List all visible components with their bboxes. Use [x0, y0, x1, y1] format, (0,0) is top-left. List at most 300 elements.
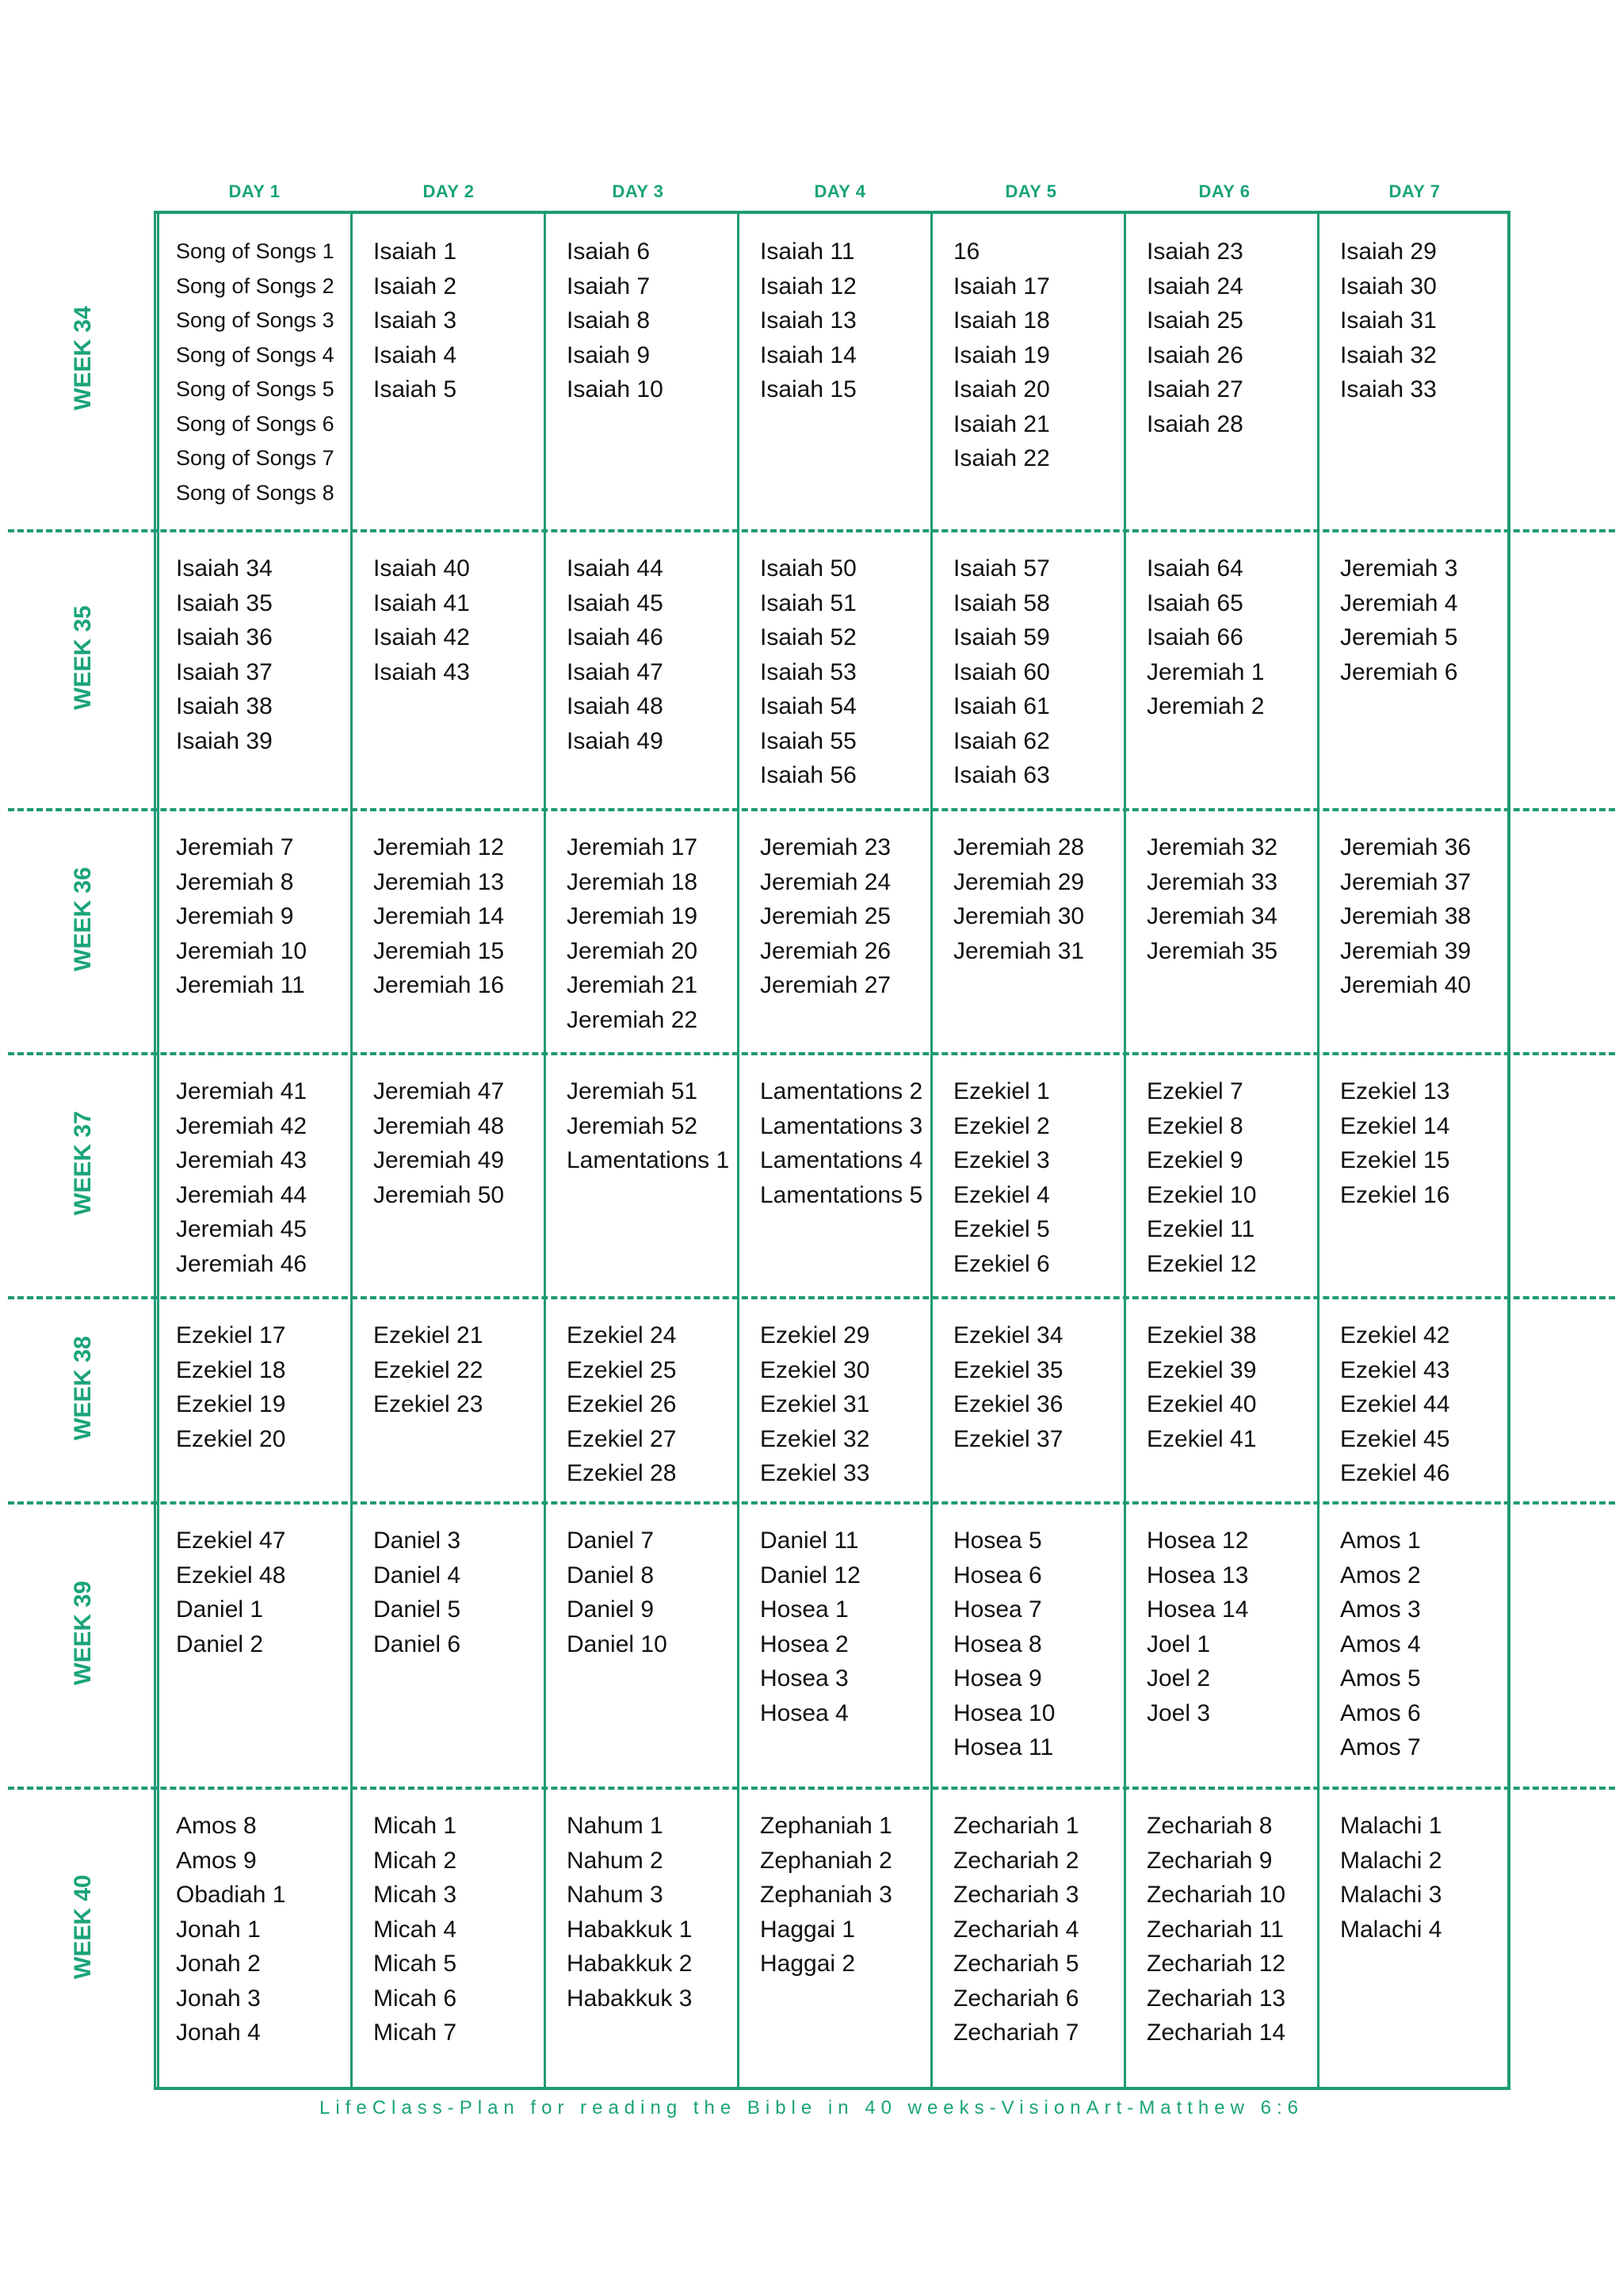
day-cell	[1340, 1318, 1507, 1491]
reading-entry: Isaiah 8	[567, 307, 651, 334]
reading-entry: Daniel 10	[567, 1630, 667, 1657]
reading-entry: Jeremiah 18	[567, 868, 698, 895]
reading-entry: Hosea 8	[953, 1630, 1042, 1657]
reading-entry: Daniel 6	[373, 1630, 461, 1657]
reading-entry: Ezekiel 27	[567, 1425, 677, 1452]
reading-entry: Isaiah 56	[760, 762, 857, 788]
reading-entry: Song of Songs 8	[176, 480, 334, 505]
reading-entry: Isaiah 26	[1147, 341, 1243, 368]
reading-entry: Zechariah 1	[953, 1813, 1079, 1839]
reading-entry: Malachi 3	[1340, 1882, 1442, 1908]
reading-entry: Jeremiah 49	[373, 1147, 505, 1173]
reading-entry: Isaiah 32	[1340, 341, 1437, 368]
reading-entry: Daniel 8	[567, 1562, 655, 1589]
reading-entry: Hosea 1	[760, 1596, 849, 1623]
reading-entry: Isaiah 59	[953, 624, 1050, 650]
reading-entry: Haggai 2	[760, 1951, 856, 1977]
reading-entry: Ezekiel 16	[1340, 1181, 1450, 1208]
reading-entry: Joel 3	[1147, 1699, 1211, 1726]
reading-entry: Isaiah 27	[1147, 376, 1243, 402]
reading-entry: Ezekiel 19	[176, 1391, 286, 1417]
reading-entry: Ezekiel 12	[1147, 1250, 1257, 1277]
day-cell	[953, 551, 1121, 793]
reading-entry: Jeremiah 15	[373, 937, 505, 964]
reading-entry: Jeremiah 11	[176, 972, 305, 998]
day-cell	[176, 551, 348, 758]
day-cell	[953, 1809, 1121, 2050]
column-divider	[1317, 211, 1319, 2090]
day-cell	[760, 1318, 928, 1491]
reading-entry: Jeremiah 7	[176, 834, 294, 860]
reading-entry: Isaiah 4	[373, 341, 457, 368]
reading-entry: Amos 2	[1340, 1562, 1421, 1589]
day-cell	[953, 1074, 1121, 1281]
reading-entry: Isaiah 12	[760, 273, 857, 299]
reading-entry: Isaiah 19	[953, 341, 1050, 368]
reading-entry: Jeremiah 38	[1340, 903, 1472, 929]
reading-entry: Jeremiah 14	[373, 903, 505, 929]
reading-entry: Isaiah 28	[1147, 410, 1243, 437]
day-cell	[1340, 235, 1507, 407]
reading-entry: Jeremiah 43	[176, 1147, 307, 1173]
reading-entry: Hosea 10	[953, 1699, 1056, 1726]
reading-entry: Malachi 1	[1340, 1813, 1442, 1839]
reading-entry: Ezekiel 29	[760, 1322, 870, 1348]
week-row-separator	[8, 1787, 1615, 1790]
reading-entry: Jeremiah 4	[1340, 589, 1458, 616]
day-cell	[1340, 551, 1507, 689]
reading-entry: Obadiah 1	[176, 1882, 286, 1908]
reading-entry: Ezekiel 18	[176, 1356, 286, 1383]
reading-entry: Jeremiah 12	[373, 834, 505, 860]
reading-entry: Zechariah 7	[953, 2019, 1079, 2046]
week-label: WEEK 37	[70, 1111, 96, 1215]
reading-entry: Hosea 13	[1147, 1562, 1249, 1589]
reading-entry: Ezekiel 47	[176, 1527, 286, 1554]
reading-entry: Isaiah 51	[760, 589, 857, 616]
reading-entry: Ezekiel 39	[1147, 1356, 1257, 1383]
week-row-separator	[8, 529, 1615, 532]
day-header: DAY 7	[1388, 181, 1441, 201]
day-header: DAY 2	[422, 181, 475, 201]
day-cell	[760, 1074, 928, 1212]
reading-entry: Isaiah 3	[373, 307, 457, 334]
reading-entry: Jeremiah 47	[373, 1078, 505, 1104]
reading-entry: Isaiah 6	[567, 238, 651, 265]
reading-entry: Zechariah 8	[1147, 1813, 1273, 1839]
reading-entry: Ezekiel 33	[760, 1460, 870, 1486]
reading-entry: Amos 7	[1340, 1734, 1421, 1760]
reading-entry: Jeremiah 31	[953, 937, 1085, 964]
reading-entry: Nahum 3	[567, 1882, 663, 1908]
day-header: DAY 5	[1005, 181, 1057, 201]
day-cell	[1147, 1809, 1315, 2050]
reading-entry: Isaiah 33	[1340, 376, 1437, 402]
day-cell	[567, 1524, 735, 1661]
reading-entry: Song of Songs 2	[176, 273, 334, 298]
column-divider	[544, 211, 546, 2090]
reading-entry: Isaiah 7	[567, 273, 651, 299]
reading-entry: Habakkuk 2	[567, 1951, 693, 1977]
reading-entry: Jeremiah 52	[567, 1112, 698, 1139]
reading-entry: Ezekiel 26	[567, 1391, 677, 1417]
reading-entry: Hosea 4	[760, 1699, 849, 1726]
reading-entry: Micah 1	[373, 1813, 457, 1839]
reading-entry: Daniel 12	[760, 1562, 861, 1589]
reading-entry: Jeremiah 20	[567, 937, 698, 964]
reading-entry: Ezekiel 17	[176, 1322, 286, 1348]
reading-entry: Ezekiel 40	[1147, 1391, 1257, 1417]
reading-entry: Isaiah 34	[176, 555, 273, 582]
reading-entry: Malachi 4	[1340, 1916, 1442, 1943]
reading-entry: Amos 6	[1340, 1699, 1421, 1726]
day-cell	[760, 1809, 928, 1981]
reading-entry: Jonah 3	[176, 1985, 261, 2012]
reading-entry: Jeremiah 21	[567, 972, 698, 998]
reading-entry: Jeremiah 41	[176, 1078, 307, 1104]
reading-entry: Jeremiah 9	[176, 903, 294, 929]
reading-entry: Amos 8	[176, 1813, 257, 1839]
day-cell	[1340, 1074, 1507, 1212]
reading-entry: Jonah 4	[176, 2019, 261, 2046]
week-row-separator	[8, 808, 1615, 811]
day-cell	[567, 235, 735, 407]
day-cell	[1147, 1524, 1315, 1730]
day-cell	[1147, 1318, 1315, 1456]
day-cell	[373, 1809, 541, 2050]
reading-entry: Song of Songs 3	[176, 308, 334, 332]
reading-entry: Haggai 1	[760, 1916, 856, 1943]
reading-entry: Ezekiel 3	[953, 1147, 1050, 1173]
day-header: DAY 4	[814, 181, 866, 201]
reading-entry: Jeremiah 37	[1340, 868, 1472, 895]
reading-entry: Jeremiah 23	[760, 834, 892, 860]
reading-entry: Jeremiah 3	[1340, 555, 1458, 582]
day-cell	[176, 1318, 348, 1456]
reading-entry: Daniel 3	[373, 1527, 461, 1554]
reading-entry: Ezekiel 36	[953, 1391, 1064, 1417]
reading-entry: Isaiah 30	[1340, 273, 1437, 299]
day-cell	[760, 235, 928, 407]
reading-entry: Amos 9	[176, 1847, 257, 1874]
reading-entry: Isaiah 14	[760, 341, 857, 368]
reading-entry: Micah 5	[373, 1951, 457, 1977]
reading-entry: Isaiah 15	[760, 376, 857, 402]
reading-entry: Isaiah 11	[760, 238, 855, 265]
day-cell	[373, 235, 541, 407]
reading-entry: Zechariah 6	[953, 1985, 1079, 2012]
reading-entry: Isaiah 44	[567, 555, 663, 582]
day-cell	[176, 235, 348, 510]
reading-entry: Zephaniah 3	[760, 1882, 892, 1908]
week-label: WEEK 35	[70, 605, 96, 710]
reading-entry: Habakkuk 1	[567, 1916, 693, 1943]
reading-entry: Ezekiel 11	[1147, 1216, 1255, 1242]
reading-entry: Zechariah 2	[953, 1847, 1079, 1874]
reading-entry: Jeremiah 30	[953, 903, 1085, 929]
reading-entry: Ezekiel 46	[1340, 1460, 1450, 1486]
reading-entry: Jeremiah 6	[1340, 658, 1458, 685]
reading-entry: Ezekiel 8	[1147, 1112, 1243, 1139]
reading-entry: Isaiah 45	[567, 589, 663, 616]
week-label: WEEK 34	[70, 306, 96, 410]
reading-entry: Song of Songs 1	[176, 239, 334, 263]
reading-entry: Ezekiel 13	[1340, 1078, 1450, 1104]
reading-entry: Isaiah 61	[953, 693, 1050, 719]
reading-entry: Daniel 9	[567, 1596, 655, 1623]
reading-entry: Isaiah 35	[176, 589, 273, 616]
reading-entry: Daniel 2	[176, 1630, 264, 1657]
reading-entry: Jeremiah 27	[760, 972, 892, 998]
day-cell	[176, 830, 348, 1003]
reading-entry: Isaiah 18	[953, 307, 1050, 334]
day-cell	[953, 830, 1121, 968]
reading-entry: Lamentations 5	[760, 1181, 923, 1208]
column-divider	[737, 211, 739, 2090]
day-cell	[953, 1524, 1121, 1765]
reading-entry: Isaiah 29	[1340, 238, 1437, 265]
reading-entry: Ezekiel 9	[1147, 1147, 1243, 1173]
column-divider	[350, 211, 353, 2090]
reading-entry: Ezekiel 7	[1147, 1078, 1243, 1104]
reading-entry: Jeremiah 8	[176, 868, 294, 895]
reading-entry: Isaiah 1	[373, 238, 457, 265]
day-cell	[760, 830, 928, 1003]
reading-entry: Ezekiel 5	[953, 1216, 1050, 1242]
day-header: DAY 1	[228, 181, 281, 201]
reading-entry: Isaiah 58	[953, 589, 1050, 616]
reading-entry: Ezekiel 43	[1340, 1356, 1450, 1383]
reading-entry: Ezekiel 2	[953, 1112, 1050, 1139]
reading-entry: Isaiah 49	[567, 727, 663, 754]
reading-entry: Hosea 11	[953, 1734, 1054, 1760]
reading-entry: Micah 3	[373, 1882, 457, 1908]
day-cell	[176, 1524, 348, 1661]
day-cell	[1147, 1074, 1315, 1281]
day-cell	[1147, 830, 1315, 968]
reading-entry: Jeremiah 51	[567, 1078, 698, 1104]
reading-entry: Ezekiel 41	[1147, 1425, 1257, 1452]
day-cell	[567, 1318, 735, 1491]
reading-entry: Song of Songs 4	[176, 342, 334, 367]
reading-entry: Isaiah 43	[373, 658, 470, 685]
reading-entry: Song of Songs 5	[176, 377, 334, 401]
reading-entry: Isaiah 2	[373, 273, 457, 299]
day-cell	[373, 1074, 541, 1212]
reading-entry: Jonah 1	[176, 1916, 261, 1943]
reading-entry: Isaiah 63	[953, 762, 1050, 788]
reading-entry: Zechariah 13	[1147, 1985, 1286, 2012]
reading-entry: Zechariah 5	[953, 1951, 1079, 1977]
reading-entry: Ezekiel 14	[1340, 1112, 1450, 1139]
reading-entry: Ezekiel 44	[1340, 1391, 1450, 1417]
reading-entry: Ezekiel 1	[953, 1078, 1050, 1104]
reading-entry: Ezekiel 21	[373, 1322, 483, 1348]
day-cell	[373, 830, 541, 1003]
reading-entry: Ezekiel 37	[953, 1425, 1064, 1452]
reading-entry: Lamentations 2	[760, 1078, 923, 1104]
reading-entry: Isaiah 40	[373, 555, 470, 582]
reading-entry: Jonah 2	[176, 1951, 261, 1977]
reading-entry: Jeremiah 24	[760, 868, 892, 895]
reading-entry: Ezekiel 31	[760, 1391, 870, 1417]
reading-entry: Ezekiel 6	[953, 1250, 1050, 1277]
day-header: DAY 6	[1198, 181, 1251, 201]
reading-entry: Isaiah 53	[760, 658, 857, 685]
reading-entry: Joel 2	[1147, 1665, 1211, 1691]
reading-entry: Hosea 7	[953, 1596, 1042, 1623]
reading-entry: Jeremiah 36	[1340, 834, 1472, 860]
reading-entry: Jeremiah 28	[953, 834, 1085, 860]
reading-entry: Ezekiel 48	[176, 1562, 286, 1589]
week-label: WEEK 38	[70, 1335, 96, 1440]
reading-entry: Jeremiah 25	[760, 903, 892, 929]
reading-entry: Isaiah 20	[953, 376, 1050, 402]
reading-entry: Jeremiah 1	[1147, 658, 1265, 685]
reading-entry: Jeremiah 26	[760, 937, 892, 964]
reading-entry: Zechariah 4	[953, 1916, 1079, 1943]
reading-entry: Song of Songs 6	[176, 411, 334, 436]
day-cell	[567, 830, 735, 1037]
reading-entry: Isaiah 39	[176, 727, 273, 754]
day-cell	[567, 551, 735, 758]
day-cell	[373, 1524, 541, 1661]
reading-entry: Ezekiel 20	[176, 1425, 286, 1452]
reading-entry: Zechariah 12	[1147, 1951, 1286, 1977]
reading-entry: Jeremiah 13	[373, 868, 505, 895]
day-cell	[567, 1809, 735, 2016]
reading-entry: Hosea 3	[760, 1665, 849, 1691]
reading-entry: Isaiah 64	[1147, 555, 1243, 582]
reading-entry: Isaiah 37	[176, 658, 273, 685]
reading-entry: Joel 1	[1147, 1630, 1211, 1657]
reading-entry: Isaiah 54	[760, 693, 857, 719]
reading-entry: Malachi 2	[1340, 1847, 1442, 1874]
reading-entry: Isaiah 22	[953, 445, 1050, 471]
day-cell	[1147, 551, 1315, 724]
reading-entry: Isaiah 55	[760, 727, 857, 754]
reading-entry: Zephaniah 2	[760, 1847, 892, 1874]
day-cell	[567, 1074, 735, 1178]
week-label: WEEK 39	[70, 1581, 96, 1685]
reading-entry: Micah 6	[373, 1985, 457, 2012]
reading-entry: Micah 4	[373, 1916, 457, 1943]
reading-entry: Ezekiel 4	[953, 1181, 1050, 1208]
reading-entry: Hosea 9	[953, 1665, 1042, 1691]
day-cell	[373, 551, 541, 689]
reading-entry: Isaiah 31	[1340, 307, 1437, 334]
reading-entry: Isaiah 66	[1147, 624, 1243, 650]
reading-entry: Jeremiah 34	[1147, 903, 1278, 929]
reading-entry: Ezekiel 25	[567, 1356, 677, 1383]
reading-entry: Ezekiel 24	[567, 1322, 677, 1348]
reading-entry: Isaiah 25	[1147, 307, 1243, 334]
footer-caption: LifeClass-Plan for reading the Bible in 40 weeks-VisionArt-Matthew 6:6	[319, 2097, 1304, 2119]
day-cell	[1340, 1809, 1507, 1947]
reading-entry: Zechariah 14	[1147, 2019, 1286, 2046]
reading-entry: Ezekiel 32	[760, 1425, 870, 1452]
reading-entry: Isaiah 36	[176, 624, 273, 650]
reading-entry: Jeremiah 33	[1147, 868, 1278, 895]
day-cell	[760, 551, 928, 793]
reading-entry: Isaiah 38	[176, 693, 273, 719]
reading-entry: Zephaniah 1	[760, 1813, 892, 1839]
reading-entry: Ezekiel 23	[373, 1391, 483, 1417]
reading-entry: Jeremiah 29	[953, 868, 1085, 895]
reading-entry: Isaiah 13	[760, 307, 857, 334]
reading-entry: Jeremiah 2	[1147, 693, 1265, 719]
reading-entry: Lamentations 4	[760, 1147, 923, 1173]
reading-entry: Isaiah 9	[567, 341, 651, 368]
reading-entry: Lamentations 3	[760, 1112, 923, 1139]
reading-entry: Habakkuk 3	[567, 1985, 693, 2012]
reading-entry: Daniel 7	[567, 1527, 655, 1554]
reading-entry: Isaiah 5	[373, 376, 457, 402]
reading-entry: Ezekiel 10	[1147, 1181, 1257, 1208]
column-divider	[930, 211, 933, 2090]
reading-entry: Daniel 1	[176, 1596, 264, 1623]
reading-entry: Jeremiah 39	[1340, 937, 1472, 964]
reading-entry: Daniel 4	[373, 1562, 461, 1589]
reading-entry: Jeremiah 44	[176, 1181, 307, 1208]
reading-entry: Isaiah 62	[953, 727, 1050, 754]
day-cell	[176, 1809, 348, 2050]
day-cell	[953, 1318, 1121, 1456]
week-row-separator	[8, 1501, 1615, 1505]
reading-entry: Isaiah 10	[567, 376, 663, 402]
reading-entry: Daniel 11	[760, 1527, 859, 1554]
day-cell	[760, 1524, 928, 1730]
day-header: DAY 3	[612, 181, 664, 201]
day-cell	[1340, 1524, 1507, 1765]
reading-entry: Jeremiah 5	[1340, 624, 1458, 650]
reading-entry: Ezekiel 15	[1340, 1147, 1450, 1173]
reading-entry: Ezekiel 38	[1147, 1322, 1257, 1348]
reading-entry: Isaiah 23	[1147, 238, 1243, 265]
reading-entry: Song of Songs 7	[176, 446, 334, 470]
reading-entry: 16	[953, 238, 980, 265]
reading-entry: Ezekiel 42	[1340, 1322, 1450, 1348]
week-row-separator	[8, 1296, 1615, 1299]
reading-entry: Micah 7	[373, 2019, 457, 2046]
reading-entry: Hosea 12	[1147, 1527, 1249, 1554]
reading-entry: Isaiah 57	[953, 555, 1050, 582]
reading-entry: Jeremiah 50	[373, 1181, 505, 1208]
reading-entry: Nahum 1	[567, 1813, 663, 1839]
day-cell	[953, 235, 1121, 476]
reading-entry: Isaiah 52	[760, 624, 857, 650]
day-cell	[1340, 830, 1507, 1003]
reading-entry: Jeremiah 40	[1340, 972, 1472, 998]
reading-entry: Isaiah 46	[567, 624, 663, 650]
reading-entry: Lamentations 1	[567, 1147, 730, 1173]
reading-entry: Jeremiah 35	[1147, 937, 1278, 964]
reading-entry: Hosea 6	[953, 1562, 1042, 1589]
reading-entry: Jeremiah 19	[567, 903, 698, 929]
grid-left-double-rule	[154, 211, 159, 2090]
reading-entry: Daniel 5	[373, 1596, 461, 1623]
reading-entry: Isaiah 65	[1147, 589, 1243, 616]
reading-entry: Jeremiah 10	[176, 937, 307, 964]
reading-entry: Isaiah 50	[760, 555, 857, 582]
reading-entry: Isaiah 48	[567, 693, 663, 719]
week-label: WEEK 36	[70, 867, 96, 971]
reading-entry: Isaiah 41	[373, 589, 470, 616]
reading-entry: Zechariah 11	[1147, 1916, 1284, 1943]
reading-entry: Ezekiel 22	[373, 1356, 483, 1383]
reading-entry: Jeremiah 48	[373, 1112, 505, 1139]
reading-entry: Amos 3	[1340, 1596, 1421, 1623]
